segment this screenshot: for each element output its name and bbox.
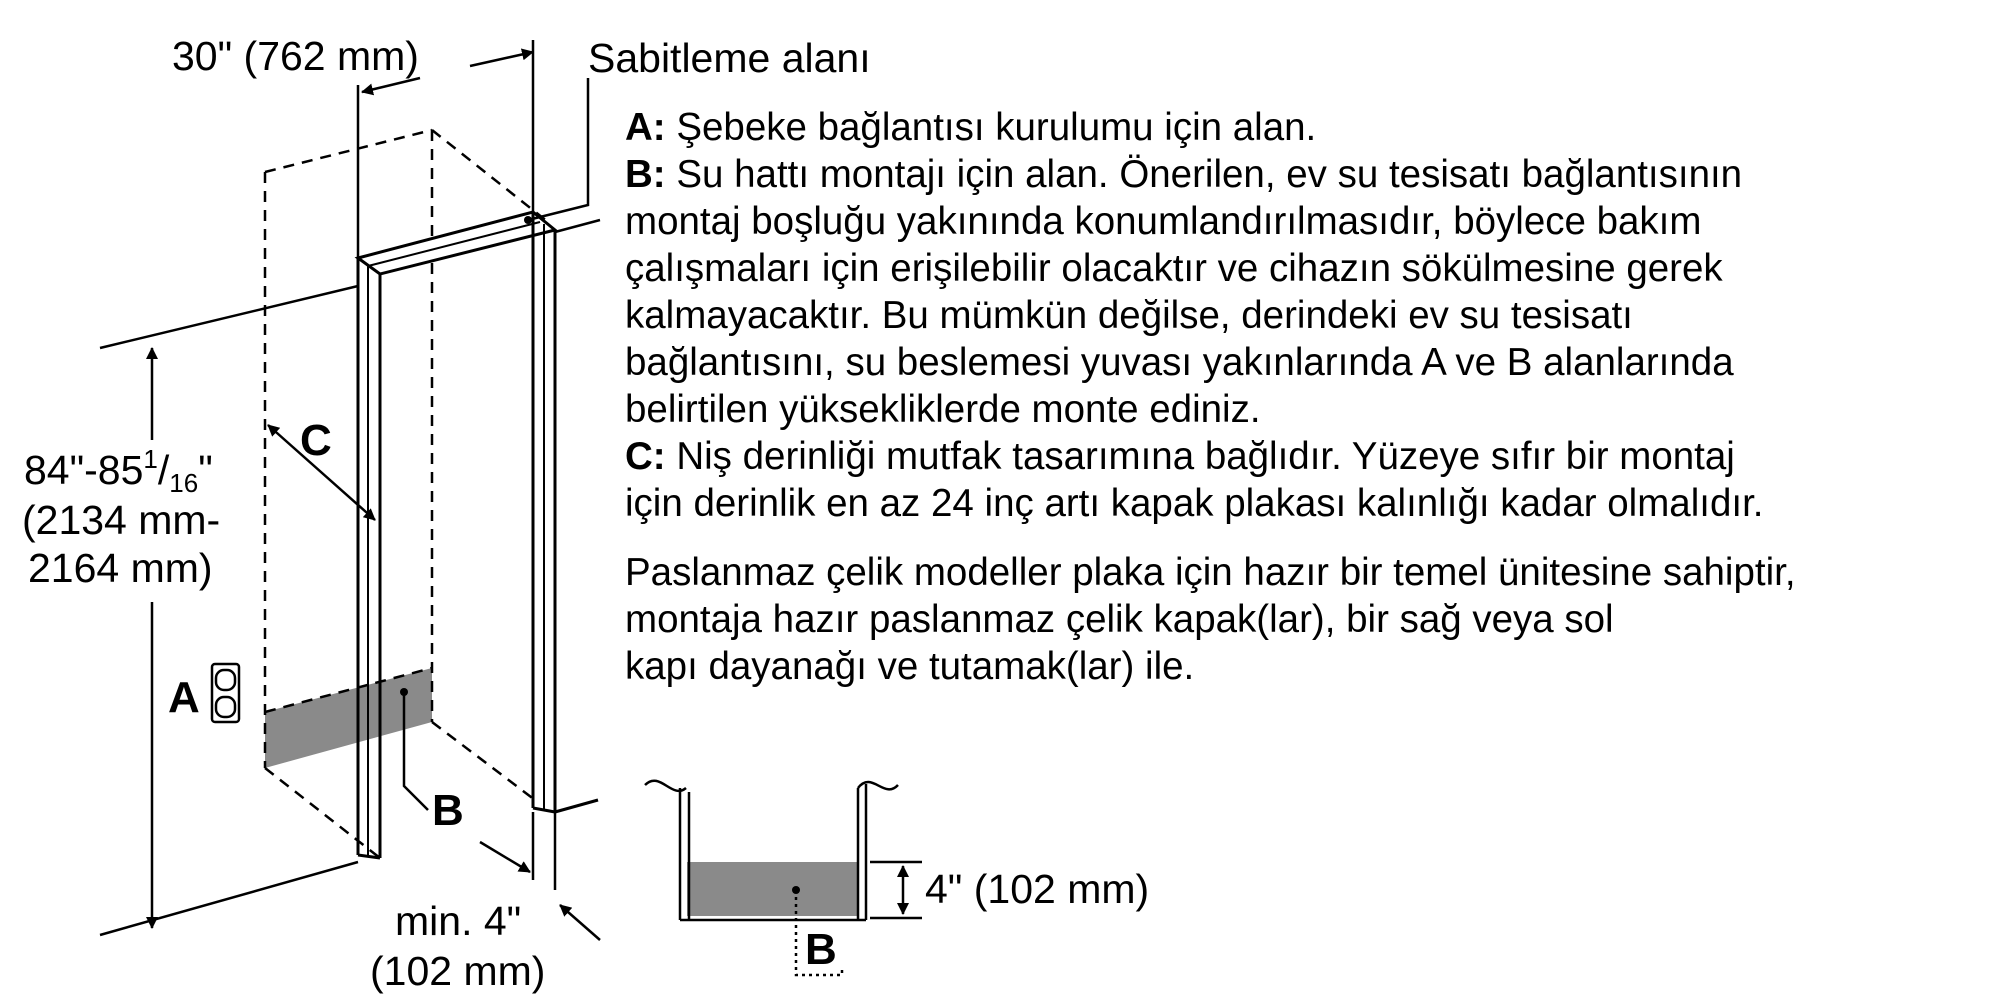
note-extra-line2: montaja hazır paslanmaz çelik kapak(lar), bir sağ veya sol	[625, 598, 1614, 641]
height-label-line3: 2164 mm)	[28, 545, 213, 591]
detail-b-label: B	[805, 925, 837, 974]
installation-notes	[625, 104, 1995, 690]
mounting-area-leader	[528, 78, 588, 220]
note-b-line1: B: Su hattı montajı için alan. Önerilen, ev su tesisatı bağlantısının	[625, 153, 1743, 196]
zone-b-label: B	[432, 786, 464, 835]
note-c-line1: C: Niş derinliği mutfak tasarımına bağlıdır. Yüzeye sıfır bir montaj	[625, 435, 1735, 478]
note-extra-line1: Paslanmaz çelik modeller plaka için hazır bir temel ünitesine sahiptir,	[625, 551, 1796, 594]
note-c-key: C:	[625, 435, 666, 478]
height-label-line1: $84"-85^1/16$"	[24, 444, 213, 498]
note-a	[625, 104, 1995, 151]
note-b-line3: çalışmaları için erişilebilir olacaktır ve cihazın sökülmesine gerek	[625, 247, 1723, 290]
note-b-key: B:	[625, 153, 666, 196]
zone-c-label: C	[300, 416, 332, 465]
mounting-area-label: Sabitleme alanı	[588, 35, 871, 81]
min-offset-line1: min. 4"	[395, 898, 522, 944]
note-b-line6: belirtilen yüksekliklerde monte ediniz.	[625, 388, 1261, 431]
note-b-line5: bağlantısını, su beslemesi yuvası yakınlarında A ve B alanlarında	[625, 341, 1734, 384]
note-c-line2: için derinlik en az 24 inç artı kapak plakası kalınlığı kadar olmalıdır.	[625, 482, 1764, 525]
note-a-key: A:	[625, 106, 666, 149]
note-a-text: Şebeke bağlantısı kurulumu için alan.	[676, 106, 1317, 149]
detail-section	[645, 781, 922, 975]
note-b-line2: montaj boşluğu yakınında konumlandırılmasıdır, böylece bakım	[625, 200, 1702, 243]
width-label: 30" (762 mm)	[172, 33, 419, 79]
mounting-point	[524, 216, 532, 224]
min-offset-line2: (102 mm)	[370, 948, 546, 994]
electrical-outlet-icon	[212, 664, 239, 722]
installation-zone-shading	[265, 668, 432, 768]
zone-a-label: A	[168, 673, 200, 722]
appliance-frame	[358, 212, 598, 858]
note-b-line4: kalmayacaktır. Bu mümkün değilse, derindeki ev su tesisatı	[625, 294, 1633, 337]
detail-zone-shading	[687, 862, 859, 916]
height-label-line2: (2134 mm-	[22, 497, 221, 543]
note-extra-line3: kapı dayanağı ve tutamak(lar) ile.	[625, 645, 1195, 688]
detail-height-label: 4" (102 mm)	[925, 866, 1150, 912]
